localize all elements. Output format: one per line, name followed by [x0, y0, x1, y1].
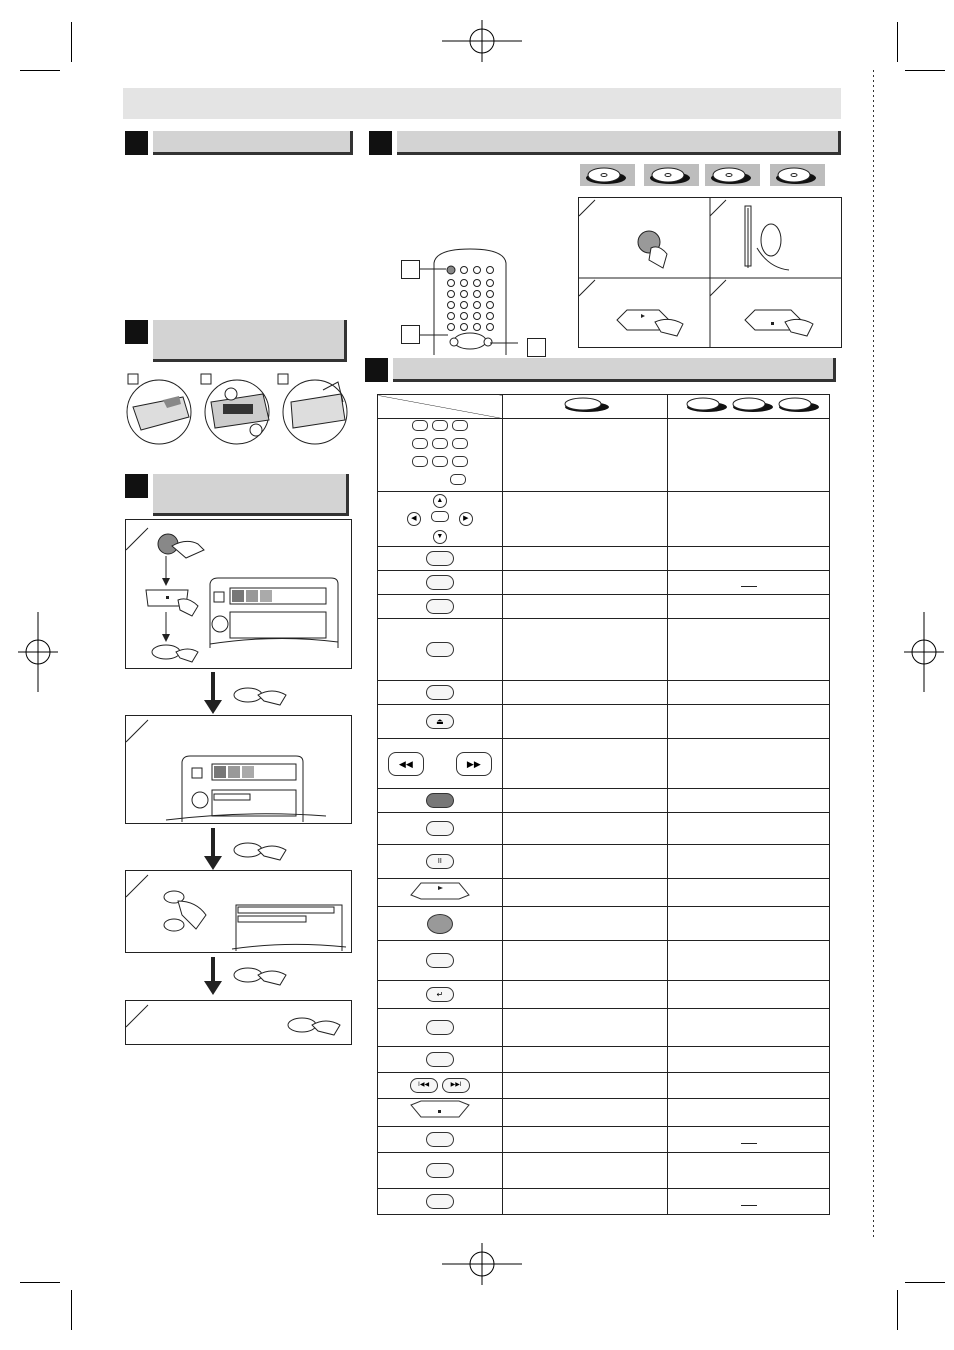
button-icon — [426, 793, 454, 808]
callout-label-box — [527, 338, 546, 357]
table-corner-cell — [378, 395, 503, 419]
section-header — [397, 131, 841, 155]
crop-mark — [20, 1282, 60, 1283]
button-icon — [426, 599, 454, 614]
button-icon — [426, 551, 454, 566]
table-row — [378, 845, 830, 879]
setup-step-panel-4 — [125, 1000, 352, 1045]
table-row — [378, 1189, 830, 1215]
section-header — [153, 131, 353, 155]
table-row — [378, 619, 830, 681]
flow-arrow — [211, 828, 215, 858]
flow-arrow-head — [204, 700, 222, 714]
not-applicable-dash — [741, 1143, 757, 1144]
table-row — [378, 739, 830, 789]
playback-steps-grid — [578, 197, 842, 348]
crop-mark — [905, 1282, 945, 1283]
flow-arrow — [211, 957, 215, 983]
battery-step-illustrations — [123, 372, 355, 448]
fold-line — [873, 70, 874, 1240]
section-header — [153, 320, 347, 362]
button-icon — [426, 1052, 454, 1067]
number-keypad-icon — [378, 419, 503, 492]
section-number-box — [365, 358, 388, 382]
press-button-illustration — [232, 963, 292, 987]
table-row — [378, 1073, 830, 1099]
crop-mark — [897, 22, 898, 62]
table-row — [378, 681, 830, 705]
skip-forward-button-icon: ▶▶I — [442, 1078, 470, 1093]
rewind-button-icon: ◀◀ — [388, 752, 424, 776]
flow-arrow-head — [204, 981, 222, 995]
table-row — [378, 879, 830, 907]
press-button-illustration — [232, 838, 292, 862]
button-icon — [426, 1020, 454, 1035]
disc-type-badge — [580, 164, 635, 186]
setup-step-panel-1 — [125, 519, 352, 669]
flow-arrow-head — [204, 856, 222, 870]
table-row — [378, 705, 830, 739]
table-header-row — [378, 395, 830, 419]
table-row — [378, 571, 830, 595]
registration-target — [18, 612, 58, 692]
disc-column-header — [668, 395, 830, 419]
arrow-keys-icon: ▲ ◀ ▶ ▼ — [378, 492, 503, 547]
page-header-band — [123, 88, 841, 119]
table-row — [378, 1047, 830, 1073]
enter-button-icon: ↵ — [426, 987, 454, 1002]
crop-mark — [905, 70, 945, 71]
callout-label-box — [401, 260, 420, 279]
table-row — [378, 1009, 830, 1047]
section-number-box — [125, 474, 148, 498]
button-icon — [426, 1194, 454, 1209]
crop-mark — [71, 1290, 72, 1330]
table-row — [378, 595, 830, 619]
registration-target — [904, 612, 944, 692]
table-row — [378, 941, 830, 981]
registration-target — [442, 1243, 522, 1285]
table-row — [378, 492, 830, 547]
button-icon — [426, 1132, 454, 1147]
flow-arrow — [211, 672, 215, 702]
button-icon — [426, 575, 454, 590]
section-number-box — [369, 131, 392, 155]
table-row — [378, 1153, 830, 1189]
table-row — [378, 907, 830, 941]
section-header — [393, 358, 836, 382]
fast-forward-button-icon: ▶▶ — [456, 752, 492, 776]
button-icon — [426, 821, 454, 836]
crop-mark — [897, 1290, 898, 1330]
button-icon — [426, 953, 454, 968]
table-row — [378, 981, 830, 1009]
button-icon — [426, 1163, 454, 1178]
setup-step-panel-2 — [125, 715, 352, 824]
remote-control-illustration — [398, 243, 548, 355]
record-button-icon — [427, 914, 453, 934]
button-icon — [426, 685, 454, 700]
disc-type-badge — [770, 164, 825, 186]
table-row — [378, 547, 830, 571]
table-row — [378, 789, 830, 813]
play-button-icon — [407, 879, 473, 901]
disc-column-header — [502, 395, 667, 419]
disc-type-badge — [705, 164, 760, 186]
table-row — [378, 1127, 830, 1153]
eject-button-icon: ⏏ — [426, 714, 454, 729]
setup-step-panel-3 — [125, 870, 352, 953]
crop-mark — [71, 22, 72, 62]
crop-mark — [20, 70, 60, 71]
callout-label-box — [401, 325, 420, 344]
not-applicable-dash — [741, 586, 757, 587]
pause-button-icon: II — [426, 854, 454, 869]
section-header — [153, 474, 349, 516]
not-applicable-dash — [741, 1205, 757, 1206]
table-row — [378, 813, 830, 845]
disc-type-badge — [644, 164, 699, 186]
skip-back-button-icon: I◀◀ — [410, 1078, 438, 1093]
registration-target — [442, 20, 522, 62]
stop-button-icon — [407, 1099, 473, 1121]
button-icon — [426, 642, 454, 657]
table-row — [378, 419, 830, 492]
press-button-illustration — [232, 683, 292, 707]
section-number-box — [125, 131, 148, 155]
function-table — [377, 394, 830, 1215]
section-number-box — [125, 320, 148, 344]
table-row — [378, 1099, 830, 1127]
